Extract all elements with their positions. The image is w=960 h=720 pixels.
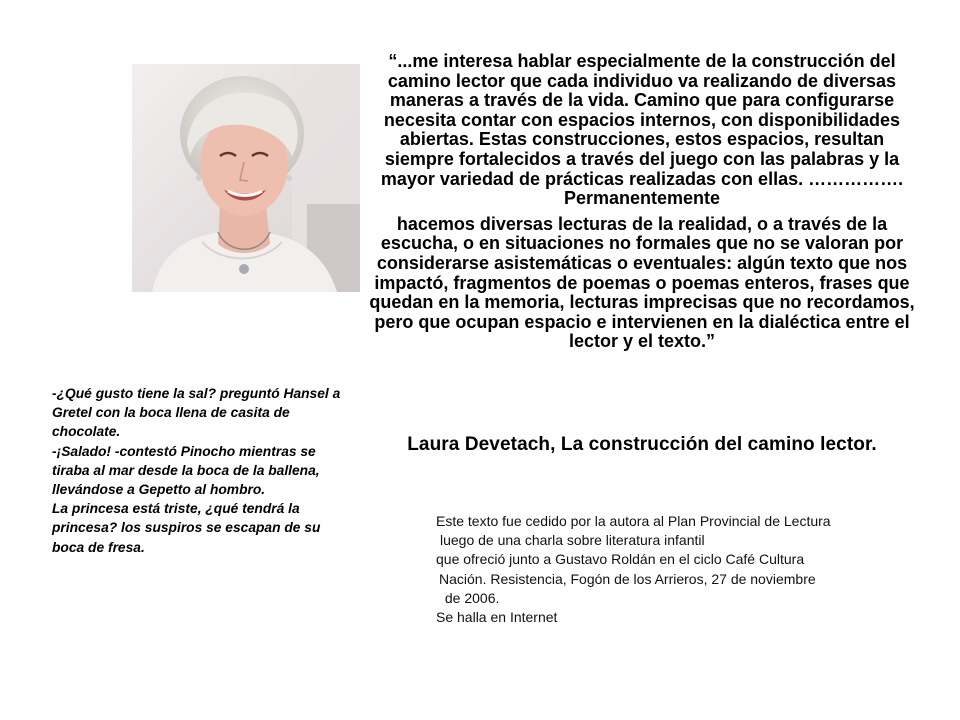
source-note-line: Se halla en Internet xyxy=(436,609,558,626)
quote-paragraph-2: hacemos diversas lecturas de la realidad, o a través de la escucha, o en situaciones no formales que no se valoran por considerarse asistemáticas o eventuales: algún texto que nos impactó, fragmentos de poemas o poemas enteros, frases que quedan en la memoria, lecturas imprecisas que no recordamos, pero que ocupan espacio e intervienen en la dialéctica entre el lector y el texto.” xyxy=(369,213,915,352)
excerpt-line-princesa: La princesa está triste, ¿qué tendrá la princesa? los suspiros se escapan de su boca de fresa. xyxy=(52,501,321,555)
excerpt-line-pinocho: -¡Salado! -contestó Pinocho mientras se tiraba al mar desde la boca de la ballena, llevándose a Gepetto al hombro. xyxy=(52,443,320,498)
devetach-quote xyxy=(360,52,924,352)
source-note-line: que ofreció junto a Gustavo Roldán en el ciclo Café Cultura xyxy=(436,551,805,568)
author-portrait-illustration xyxy=(132,64,360,292)
source-note xyxy=(436,512,916,627)
source-note-line: de 2006. xyxy=(441,589,500,606)
source-note-line: luego de una charla sobre literatura infantil xyxy=(440,532,705,549)
author-photo xyxy=(132,64,360,292)
source-note-line: Nación. Resistencia, Fogón de los Arrieros, 27 de noviembre xyxy=(439,570,816,587)
excerpt-line-hansel: -¿Qué gusto tiene la sal? preguntó Hansel a Gretel con la boca llena de casita de chocolate. xyxy=(52,386,341,440)
literary-excerpt xyxy=(52,384,352,557)
quote-paragraph-1: “...me interesa hablar especialmente de la construcción del camino lector que cada individuo va realizando de diversas maneras a través de la vida. Camino que para configurarse necesita contar con espacios internos, con disponibilidades abiertas. Estas construcciones, estos espacios, resultan siempre fortalecidos a través del juego con las palabras y la mayor variedad de prácticas realizadas con ellas. ……………. Permanentemente xyxy=(380,51,904,209)
source-note-line: Este texto fue cedido por la autora al Plan Provincial de Lectura xyxy=(436,513,831,529)
quote-attribution: Laura Devetach, La construcción del camino lector. xyxy=(407,434,877,455)
